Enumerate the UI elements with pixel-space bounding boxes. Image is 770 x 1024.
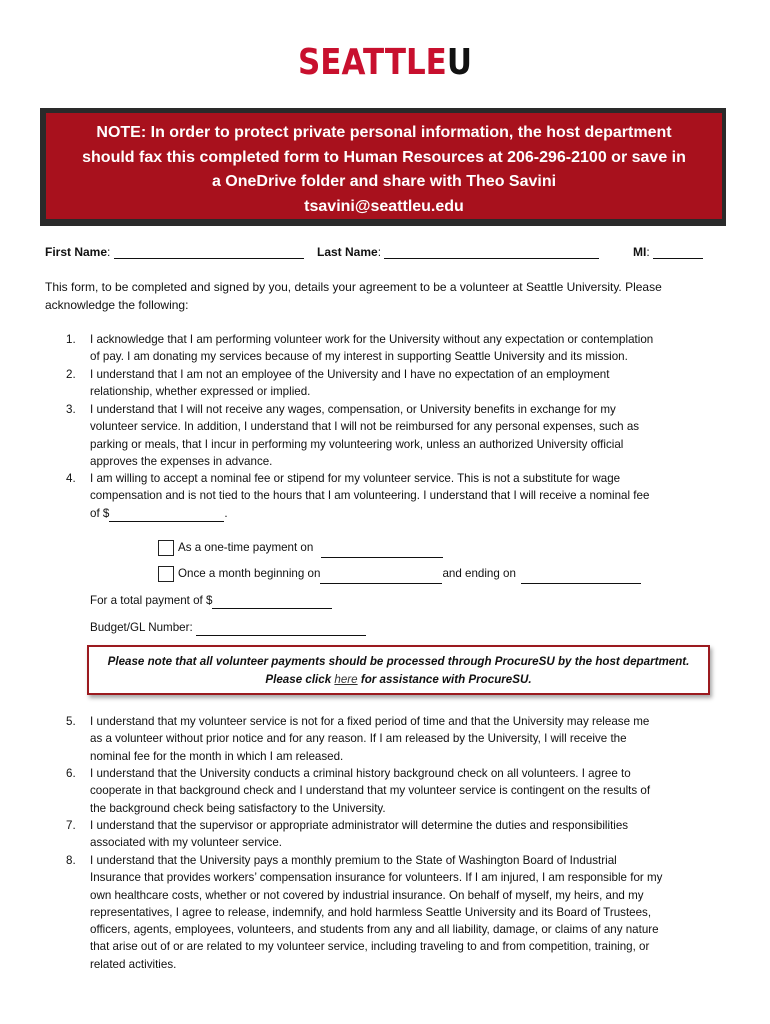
- item-text: I am willing to accept a nominal fee or stipend for my volunteer service. This is not a substitute for wage: [90, 472, 621, 485]
- item-text: parking or meals, that I incur in performing my volunteering work, unless an authorized University official: [90, 437, 624, 451]
- monthly-end-date-input-line[interactable]: [521, 571, 641, 584]
- last-name-label: Last Name: [317, 245, 378, 259]
- total-payment-input-line[interactable]: [212, 596, 332, 609]
- item-text: volunteer service. In addition, I understand that I will not be reimbursed for any personal expenses, such as: [90, 420, 640, 434]
- item-number: 5.: [66, 715, 76, 728]
- note-email: tsavini@seattleu.edu: [304, 197, 464, 215]
- item-number: 6.: [66, 767, 76, 780]
- item-text: officers, agents, employees, volunteers, and students from any and all liability, damage, or claims of any nature: [90, 923, 659, 937]
- total-payment-field: [90, 592, 332, 609]
- seattle-u-logo: [54, 42, 716, 84]
- first-name-input-line[interactable]: [114, 246, 304, 259]
- first-name-label: First Name: [45, 245, 108, 259]
- item-text: representatives, I agree to release, indemnify, and hold harmless Seattle University and its Board of Trustees,: [90, 905, 652, 919]
- item-text: of pay. I am donating my services because of my interest in supporting Seattle University and its mission.: [90, 350, 628, 364]
- alert-line-1: Please note that all volunteer payments should be processed through ProcureSU by the host department.: [107, 655, 690, 668]
- item-text: I acknowledge that I am performing volunteer work for the University without any expectation or contemplation: [90, 333, 654, 346]
- item-text: I understand that I will not receive any wages, compensation, or University benefits in exchange for my: [90, 403, 616, 416]
- item-number: 8.: [66, 854, 76, 867]
- monthly-payment-option: [158, 564, 641, 584]
- item-number: 1.: [66, 333, 76, 346]
- item-text: relationship, whether expressed or implied.: [90, 385, 311, 399]
- item-number: 3.: [66, 403, 76, 416]
- item-text: nominal fee for the month in which I am released.: [90, 749, 344, 763]
- last-name-input-line[interactable]: [384, 246, 599, 259]
- monthly-payment-label: Once a month beginning on: [178, 567, 321, 580]
- procuresu-help-link[interactable]: here: [334, 673, 358, 686]
- budget-gl-label: Budget/GL Number:: [90, 621, 193, 634]
- one-time-payment-option: [158, 538, 443, 558]
- item-number: 4.: [66, 472, 76, 485]
- one-time-payment-label: As a one-time payment on: [178, 541, 314, 554]
- item-text: I understand that I am not an employee of the University and I have no expectation of an employment: [90, 368, 610, 381]
- total-payment-label: For a total payment of $: [90, 594, 213, 607]
- mi-field[interactable]: MI:: [633, 245, 703, 259]
- monthly-payment-checkbox[interactable]: [158, 566, 174, 582]
- alert-line-2: Please click here for assistance with ProcureSU.: [265, 673, 532, 686]
- item-text: related activities.: [90, 957, 177, 971]
- first-name-field[interactable]: First Name:: [45, 245, 304, 259]
- item-text: I understand that the University pays a monthly premium to the State of Washington Board of Industrial: [90, 854, 617, 867]
- item-text: compensation and is not tied to the hours that I am volunteering. I understand that I will receive a nominal fee: [90, 489, 650, 503]
- ending-label: and ending on: [442, 567, 516, 580]
- note-line: should fax this completed form to Human Resources at 206-296-2100 or save in: [82, 148, 686, 166]
- item-number: 7.: [66, 819, 76, 832]
- note-line: NOTE: In order to protect private personal information, the host department: [96, 124, 672, 141]
- item-text: Insurance that provides workers’ compensation insurance for volunteers. If I am injured, I am responsible for my: [90, 871, 663, 885]
- mi-label: MI: [633, 245, 647, 259]
- item-number: 2.: [66, 368, 76, 381]
- budget-gl-input-line[interactable]: [196, 623, 366, 636]
- monthly-begin-date-input-line[interactable]: [320, 571, 442, 584]
- item-text: that arise out of or are related to my volunteer service, including traveling to and from competition, training, or: [90, 940, 650, 954]
- one-time-payment-checkbox[interactable]: [158, 540, 174, 556]
- note-line: a OneDrive folder and share with Theo Savini: [211, 173, 557, 190]
- item-text: I understand that my volunteer service is not for a fixed period of time and that the University may release me: [90, 715, 650, 728]
- item-text: I understand that the supervisor or appropriate administrator will determine the duties and responsibilities: [90, 819, 629, 832]
- item-text: approves the expenses in advance.: [90, 454, 273, 468]
- item-text: own healthcare costs, whether or not covered by industrial insurance. On behalf of myself, my heirs, and my: [90, 888, 644, 902]
- item-text: I understand that the University conducts a criminal history background check on all volunteers. I agree to: [90, 767, 631, 780]
- fee-line: of $ .: [90, 505, 730, 522]
- privacy-note-box: [46, 113, 722, 219]
- item-text: cooperate in that background check and I understand that my volunteer service is contingent on the results of: [90, 784, 651, 798]
- one-time-date-input-line[interactable]: [321, 545, 443, 558]
- item-text: associated with my volunteer service.: [90, 836, 283, 850]
- item-text: as a volunteer without prior notice and for any reason. If I am released by the University, I will receive the: [90, 732, 627, 746]
- procuresu-alert-box: [87, 645, 710, 695]
- logo-u-text: U: [446, 42, 472, 83]
- mi-input-line[interactable]: [653, 246, 703, 259]
- logo-seattle-text: SEATTLE: [298, 42, 447, 83]
- item-text: the background check being satisfactory to the University.: [90, 801, 386, 815]
- budget-gl-field: [90, 619, 366, 636]
- intro-paragraph: This form, to be completed and signed by you, details your agreement to be a volunteer at Seattle University. Please acknowledge the following:: [45, 280, 662, 312]
- last-name-field[interactable]: Last Name:: [317, 245, 599, 259]
- name-row: [0, 245, 770, 261]
- fee-amount-input-line[interactable]: [109, 509, 224, 522]
